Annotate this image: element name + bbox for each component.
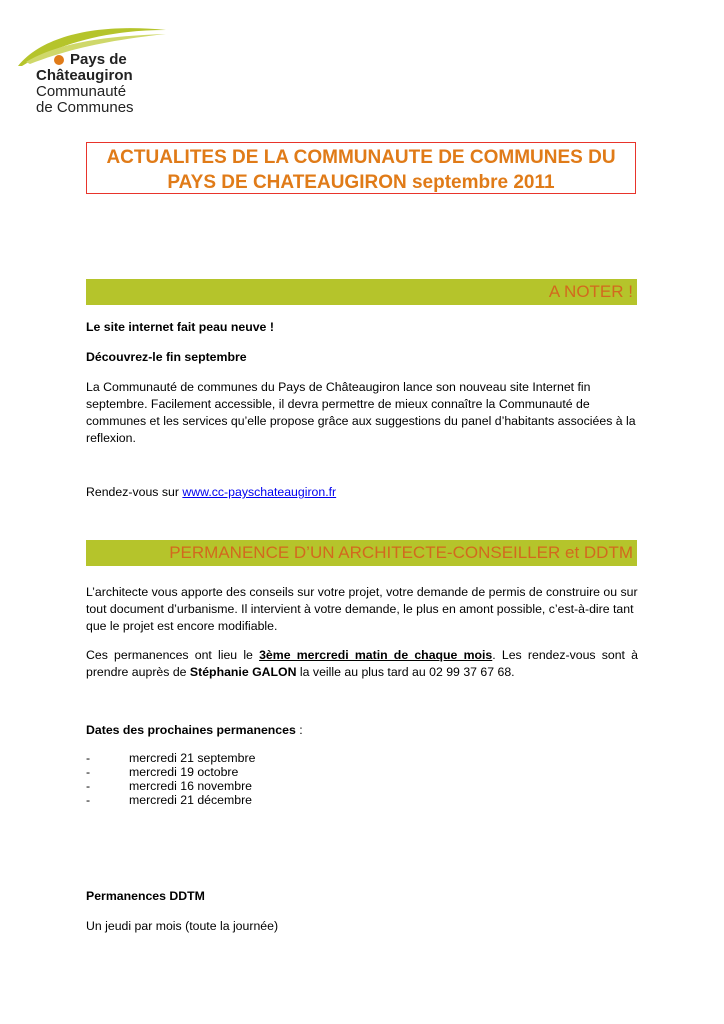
- date-item-text: mercredi 21 décembre: [129, 793, 253, 807]
- page-title: [86, 142, 636, 194]
- rendezvous-prefix: Rendez-vous sur: [86, 485, 183, 499]
- para2-schedule: 3ème mercredi matin de chaque mois: [259, 648, 493, 662]
- para2-part-a: Ces permanences ont lieu le: [86, 648, 260, 662]
- rendezvous-line: [86, 484, 638, 501]
- section-band-a-noter: A NOTER !: [86, 279, 637, 305]
- ddtm-title: Permanences DDTM: [86, 889, 205, 903]
- para2-part-c: . Les rendez-vous sont à prendre auprès de: [86, 648, 638, 679]
- logo-line4: de Communes: [36, 99, 134, 116]
- date-item: - mercredi 19 octobre: [86, 765, 239, 779]
- section2-para2: [86, 647, 638, 681]
- website-link[interactable]: www.cc-payschateaugiron.fr: [182, 485, 337, 499]
- dates-heading: [86, 722, 638, 739]
- dates-title: Dates des prochaines permanences: [86, 723, 296, 737]
- dates-suffix: :: [295, 723, 303, 737]
- page-title-line1: ACTUALITES DE LA COMMUNAUTE DE COMMUNES DU: [106, 147, 616, 168]
- logo-line1-text: Pays de: [70, 51, 127, 68]
- logo-dot-icon: [54, 55, 64, 65]
- date-item: - mercredi 21 septembre: [86, 751, 256, 765]
- date-item-text: mercredi 16 novembre: [129, 779, 253, 793]
- para2-part-e: la veille au plus tard au 02 99 37 67 68.: [296, 665, 515, 679]
- logo: [16, 22, 176, 122]
- section-band-architecte: PERMANENCE D’UN ARCHITECTE-CONSEILLER et DDTM: [86, 540, 637, 566]
- logo-line1: [54, 52, 134, 68]
- page-title-line2: PAYS DE CHATEAUGIRON septembre 2011: [167, 172, 555, 193]
- date-item: - mercredi 21 décembre: [86, 793, 253, 807]
- section1-body: La Communauté de communes du Pays de Châteaugiron lance son nouveau site Internet fin septembre. Facilement accessible, il devra permettre de mieux connaître la Communauté de communes et les services qu’elle propose grâce aux suggestions du panel d’habitants associées à la reflexion.: [86, 380, 636, 445]
- ddtm-text: Un jeudi par mois (toute la journée): [86, 919, 279, 933]
- para2-contact-name: Stéphanie GALON: [189, 665, 297, 679]
- section2-para1: L’architecte vous apporte des conseils sur votre projet, votre demande de permis de construire ou sur tout document d’urbanisme. Il intervient à votre demande, le plus en amont possible, c’est-à-dire tant que le projet est encore modifiable.: [86, 585, 638, 633]
- section1-subheadline: Découvrez-le fin septembre: [86, 350, 247, 364]
- logo-line3: Communauté: [36, 83, 127, 100]
- logo-text: [36, 51, 134, 116]
- date-item-text: mercredi 21 septembre: [129, 751, 256, 765]
- date-item: - mercredi 16 novembre: [86, 779, 253, 793]
- logo-line2: Châteaugiron: [36, 67, 133, 84]
- date-item-text: mercredi 19 octobre: [129, 765, 239, 779]
- section1-headline: Le site internet fait peau neuve !: [86, 320, 274, 334]
